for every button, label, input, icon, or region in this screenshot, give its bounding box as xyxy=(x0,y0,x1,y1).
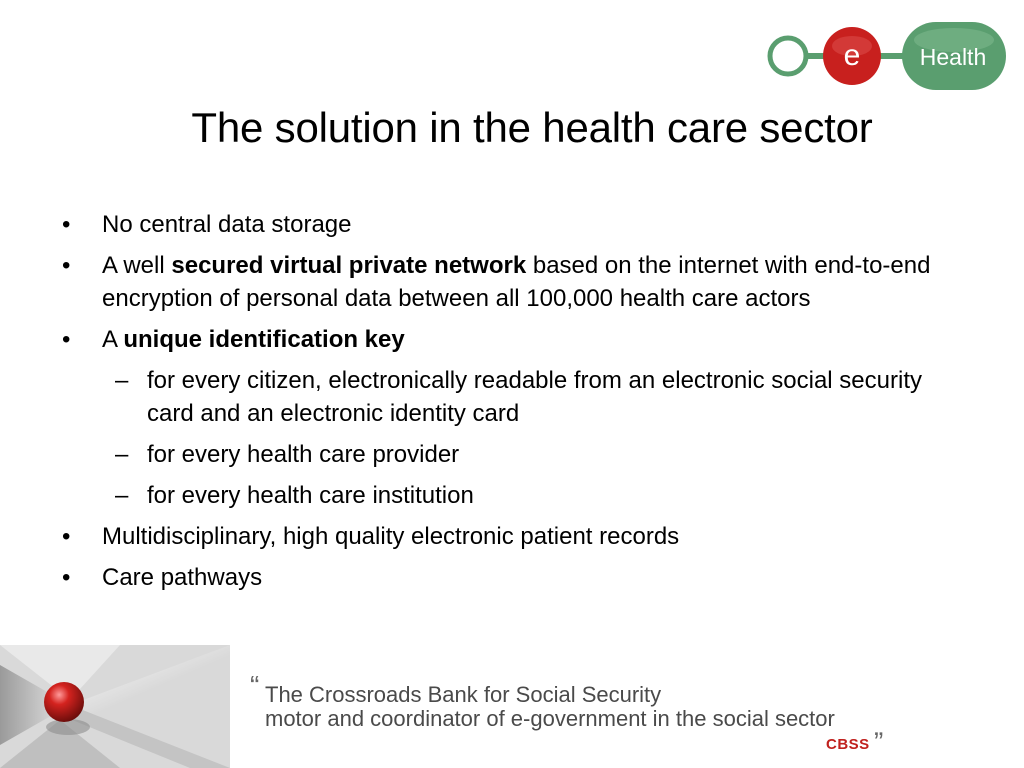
bullet-item xyxy=(0,323,1024,356)
bullet-emphasis-text: unique identification key xyxy=(123,326,405,353)
bullet-text: A xyxy=(102,326,124,353)
bullet-text: for every health care institution xyxy=(147,482,474,509)
red-sphere-icon xyxy=(44,682,84,722)
bullet-item xyxy=(0,561,1024,594)
quote-open-mark: “ xyxy=(250,670,260,701)
dash-marker: – xyxy=(115,441,129,468)
cbss-brand: CBSS xyxy=(826,736,870,753)
quote-close-mark: „ xyxy=(874,710,884,741)
slide-title: The solution in the health care sector xyxy=(191,104,873,151)
bullet-emphasis-text: secured virtual private network xyxy=(171,252,527,279)
logo-letter: e xyxy=(843,39,861,72)
bullet-marker: • xyxy=(62,564,71,591)
bullet-marker: • xyxy=(62,326,71,353)
bullet-text: Care pathways xyxy=(102,564,263,591)
bullet-marker: • xyxy=(62,523,71,550)
footer-tagline-line2: motor and coordinator of e-government in the social sector xyxy=(265,706,835,731)
logo-ring-icon xyxy=(770,38,806,74)
footer-decoration xyxy=(0,645,230,768)
bullet-list xyxy=(0,208,1024,602)
bullet-item xyxy=(0,249,1024,315)
sub-bullet-item xyxy=(0,479,1024,512)
ehealth-logo xyxy=(764,18,1008,94)
bullet-item xyxy=(0,208,1024,241)
bullet-marker: • xyxy=(62,211,71,238)
bullet-text: A well xyxy=(102,252,172,279)
bullet-text: Multidisciplinary, high quality electronic patient records xyxy=(102,523,680,550)
dash-marker: – xyxy=(115,367,129,394)
bullet-marker: • xyxy=(62,252,71,279)
bullet-text: No central data storage xyxy=(102,211,352,238)
footer-tagline-line1: The Crossroads Bank for Social Security xyxy=(265,682,662,707)
bullet-text: for every citizen, electronically readable from an electronic social security card and an electronic identity card xyxy=(147,367,922,427)
logo-word: Health xyxy=(919,44,987,70)
bullet-item xyxy=(0,520,1024,553)
bullet-text: for every health care provider xyxy=(147,441,460,468)
dash-marker: – xyxy=(115,482,129,509)
bullet-text: based on the internet with end-to-end encryption of personal data between all 100,000 health care actors xyxy=(102,252,931,312)
sub-bullet-item xyxy=(0,364,1024,430)
sub-bullet-item xyxy=(0,438,1024,471)
